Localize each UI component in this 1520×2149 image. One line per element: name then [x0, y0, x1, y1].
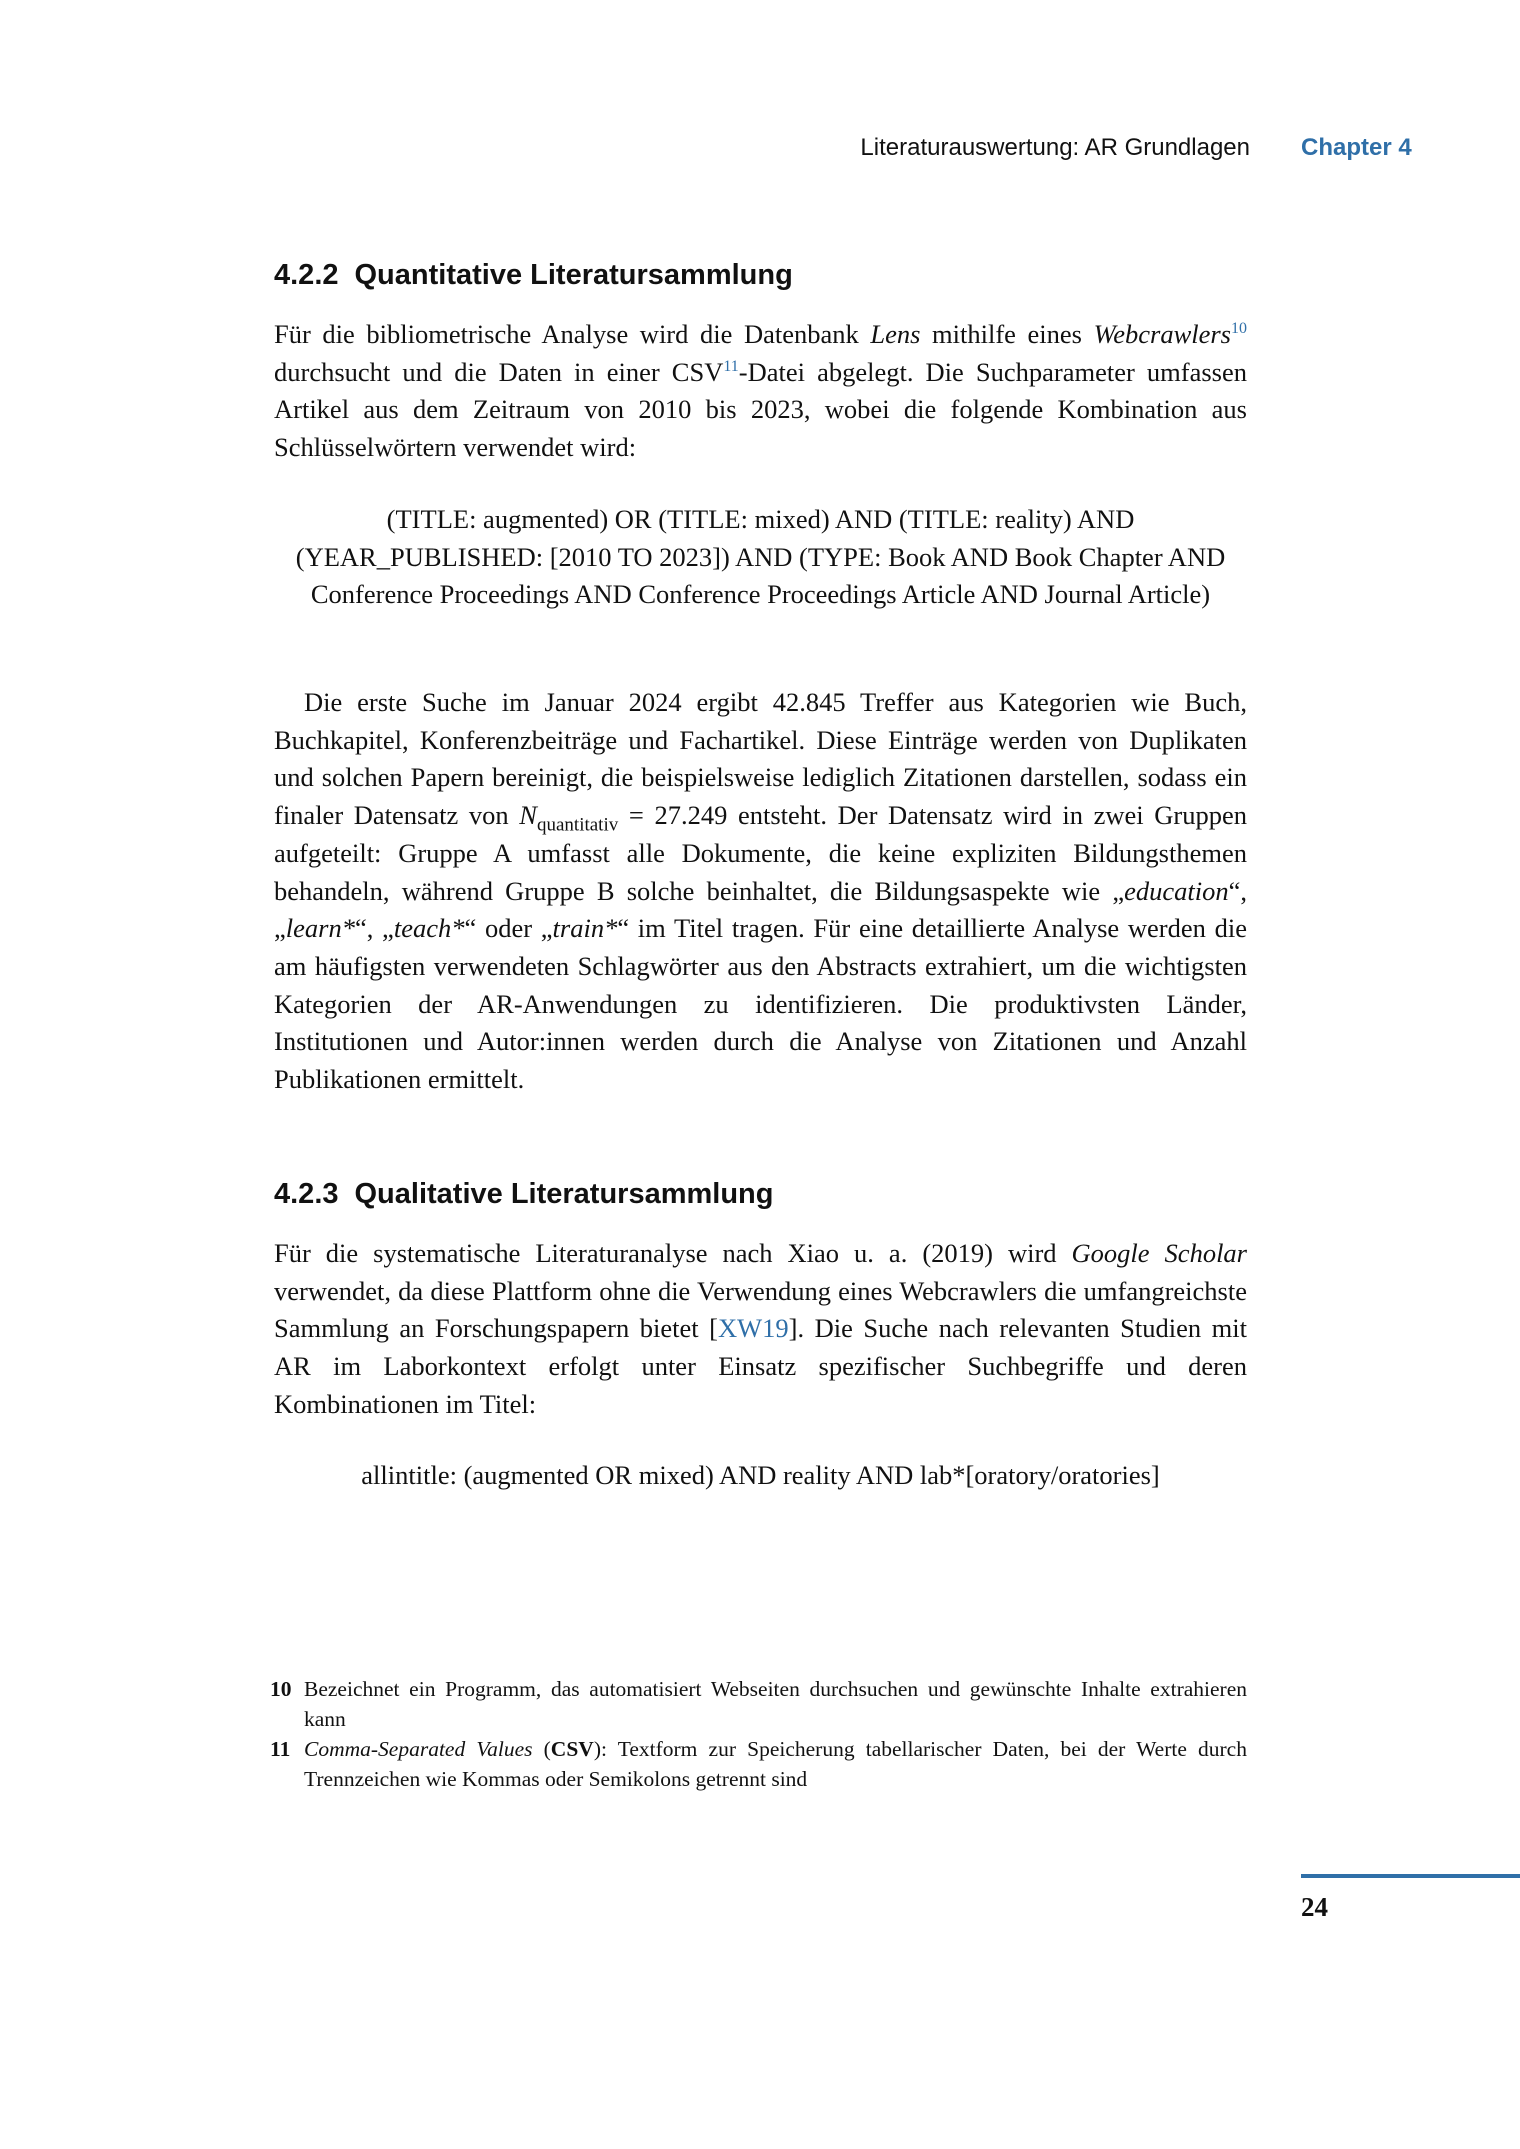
footnote-number: 10 — [270, 1677, 292, 1701]
footnote-text: Bezeichnet ein Programm, das automatisiert Webseiten durchsuchen und gewünschte Inhalte extrahieren kann — [304, 1677, 1247, 1731]
section-title: Qualitative Literatursammlung — [354, 1178, 774, 1210]
text: “ oder „ — [464, 913, 553, 944]
text: mithilfe eines — [920, 319, 1094, 349]
math-subscript: quantitativ — [536, 814, 619, 836]
text: “, „ — [354, 913, 394, 944]
text: ]. Die Suche nach relevanten Studien mit AR im Laborkontext erfolgt unter Einsatz spezifischer Suchbegriffe und deren Kombinationen im Titel: — [274, 1313, 1247, 1419]
math-n: N — [519, 800, 537, 831]
text: ( — [532, 1737, 551, 1761]
keyword-learn: learn* — [285, 913, 355, 944]
footnote-ref-11[interactable]: 11 — [723, 357, 739, 375]
abbreviation: CSV — [550, 1737, 594, 1761]
page-number: 24 — [1301, 1892, 1328, 1922]
text: verwendet, da diese Plattform ohne die Verwendung eines Webcrawlers die umfangreichste Sammlung an Forschungspapern bietet [ — [274, 1275, 1247, 1344]
text: -Datei abgelegt. Die Suchparameter umfassen Artikel aus dem Zeitraum von 2010 bis 2023, wobei die folgende Kombination aus Schlüsselwörtern verwendet wird: — [274, 356, 1248, 463]
term: Comma-Separated Values — [304, 1737, 533, 1761]
section-heading-4-2-3 — [274, 1178, 774, 1211]
text: ): Textform zur Speicherung tabellarischer Daten, bei der Werte durch Trennzeichen wie Kommas oder Semikolons getrennt sind — [304, 1737, 1247, 1791]
keyword-train: train* — [552, 913, 618, 944]
footnote-text — [304, 1734, 1247, 1794]
footnote-number: 11 — [270, 1737, 291, 1761]
citation-link[interactable]: XW19 — [717, 1313, 789, 1344]
emphasis-webcrawlers: Webcrawlers — [1093, 319, 1231, 349]
emphasis-lens: Lens — [870, 319, 921, 349]
text: Die erste Suche im Januar 2024 ergibt 42.845 Treffer aus Kategorien wie Buch, Buchkapitel, Konferenzbeiträge und Fachartikel. Diese Einträge werden von Duplikaten und solchen Papern bereinigt, die beispielsweise lediglich Zitationen darstellen, sodass ein finaler Datensatz von — [274, 687, 1247, 831]
footnote-11 — [270, 1734, 1247, 1794]
section-number: 4.2.2 — [274, 259, 339, 291]
footnote-ref-10[interactable]: 10 — [1231, 320, 1247, 338]
running-title: Literaturauswertung: AR Grundlagen — [860, 134, 1250, 161]
section-heading-4-2-2 — [274, 259, 793, 292]
text: Für die systematische Literaturanalyse nach Xiao u. a. (2019) wird — [274, 1238, 1072, 1268]
chapter-label: Chapter 4 — [1301, 134, 1412, 161]
search-query-lens: (TITLE: augmented) OR (TITLE: mixed) AND (TITLE: reality) AND (YEAR_PUBLISHED: [2010 TO 2023]) AND (TYPE: Book AND Book Chapter AND Conference Proceedings AND Conference Proceedings Article AND Journal Article) — [295, 504, 1226, 610]
paragraph-intro — [274, 316, 1247, 467]
section-number: 4.2.3 — [274, 1178, 339, 1210]
section-title: Quantitative Literatursammlung — [354, 259, 793, 291]
emphasis-google-scholar: Google Scholar — [1071, 1238, 1247, 1268]
keyword-teach: teach* — [393, 913, 465, 944]
keyword-education: education — [1124, 875, 1229, 906]
footer-rule — [1301, 1874, 1520, 1878]
footnote-10 — [270, 1674, 1247, 1734]
text: durchsucht und die Daten in einer CSV — [274, 356, 724, 387]
text: = 27.249 entsteht. Der Datensatz wird in zwei Gruppen aufgeteilt: Gruppe A umfasst alle Dokumente, die keine expliziten Bildungsthemen behandeln, während Gruppe B solche beinhaltet, die Bildungsaspekte wie „ — [274, 800, 1247, 906]
paragraph-qualitative — [274, 1235, 1247, 1424]
text: “ im Titel tragen. Für eine detaillierte Analyse werden die am häufigsten verwendeten Schlagwörter aus den Abstracts extrahiert, um die wichtigsten Kategorien der AR-Anwendungen zu identifizieren. Die produktivsten Länder, Institutionen und Autor:innen werden durch die Analyse von Zitationen und Anzahl Publikationen ermittelt. — [274, 913, 1247, 1095]
text: “, „ — [274, 875, 1247, 944]
paragraph-results — [274, 684, 1247, 1099]
text: Für die bibliometrische Analyse wird die Datenbank — [274, 319, 871, 349]
search-query-scholar: allintitle: (augmented OR mixed) AND reality AND lab*[oratory/oratories] — [361, 1460, 1160, 1490]
